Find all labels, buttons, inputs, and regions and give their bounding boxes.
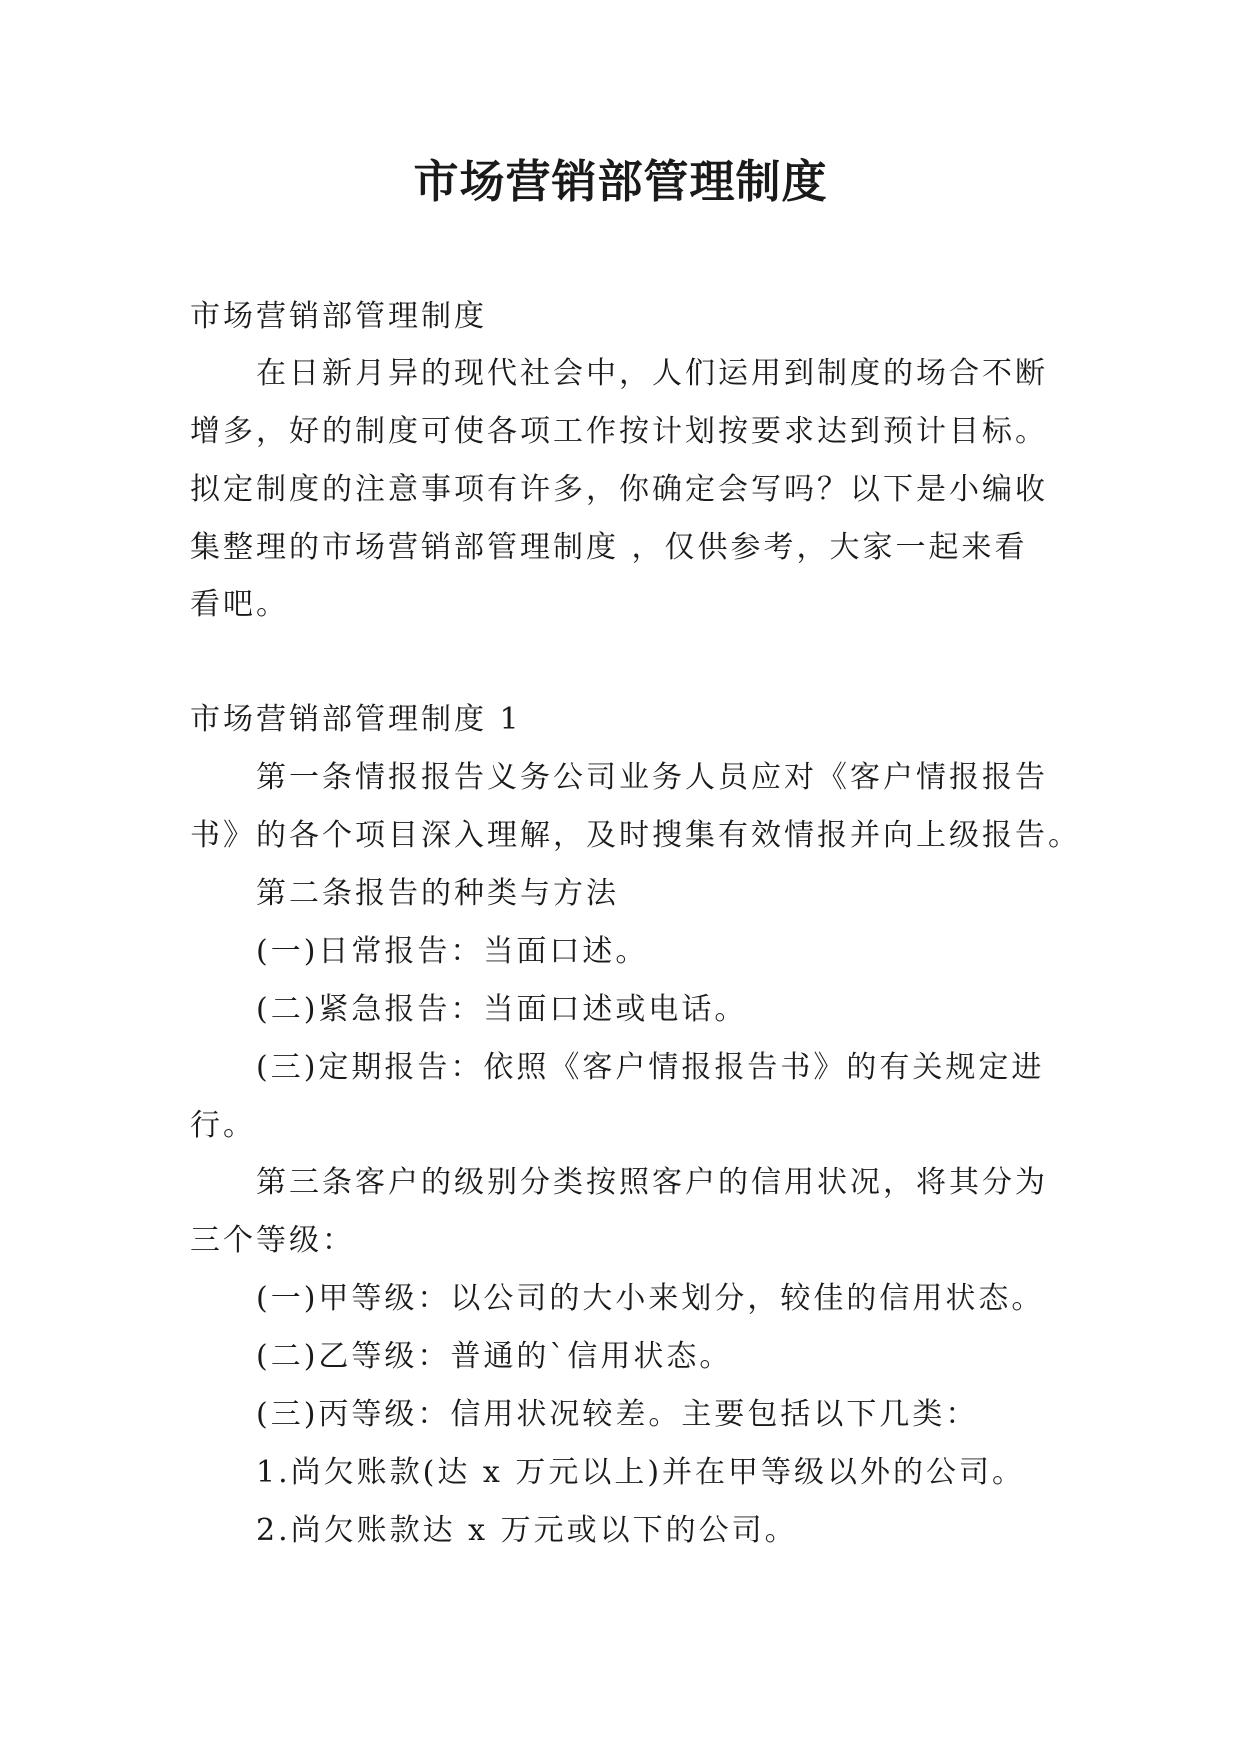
section-line: 2.尚欠账款达 x 万元或以下的公司。 (256, 1513, 798, 1548)
section-line: 第二条报告的种类与方法 (256, 876, 619, 911)
intro-line: 在日新月异的现代社会中，人们运用到制度的场合不断 (256, 356, 1048, 391)
intro-line: 看吧。 (190, 587, 289, 622)
intro-line: 增多，好的制度可使各项工作按计划按要求达到预计目标。 (190, 414, 1048, 449)
section-heading: 市场营销部管理制度 1 (190, 702, 522, 737)
section-line: (二)乙等级：普通的`信用状态。 (256, 1339, 733, 1374)
intro-heading: 市场营销部管理制度 (190, 299, 487, 334)
section-line: 第一条情报报告义务公司业务人员应对《客户情报报告 (256, 760, 1048, 795)
section-line: (一)日常报告：当面口述。 (256, 934, 649, 969)
section-line: 行。 (190, 1108, 256, 1143)
document-title: 市场营销部管理制度 (413, 155, 828, 208)
section-line: (三)定期报告：依照《客户情报报告书》的有关规定进 (256, 1050, 1045, 1085)
section-line: (一)甲等级：以公司的大小来划分，较佳的信用状态。 (256, 1281, 1045, 1316)
section-line: (二)紧急报告：当面口述或电话。 (256, 992, 748, 1027)
section-line: (三)丙等级：信用状况较差。主要包括以下几类： (256, 1397, 979, 1432)
intro-line: 拟定制度的注意事项有许多，你确定会写吗？以下是小编收 (190, 472, 1048, 507)
section-line: 1.尚欠账款(达 x 万元以上)并在甲等级以外的公司。 (256, 1455, 1026, 1490)
section-line: 书》的各个项目深入理解，及时搜集有效情报并向上级报告。 (190, 818, 1081, 853)
intro-line: 集整理的市场营销部管理制度 ，仅供参考，大家一起来看 (190, 530, 1028, 565)
section-line: 第三条客户的级别分类按照客户的信用状况，将其分为 (256, 1165, 1048, 1200)
section-line: 三个等级： (190, 1223, 355, 1258)
